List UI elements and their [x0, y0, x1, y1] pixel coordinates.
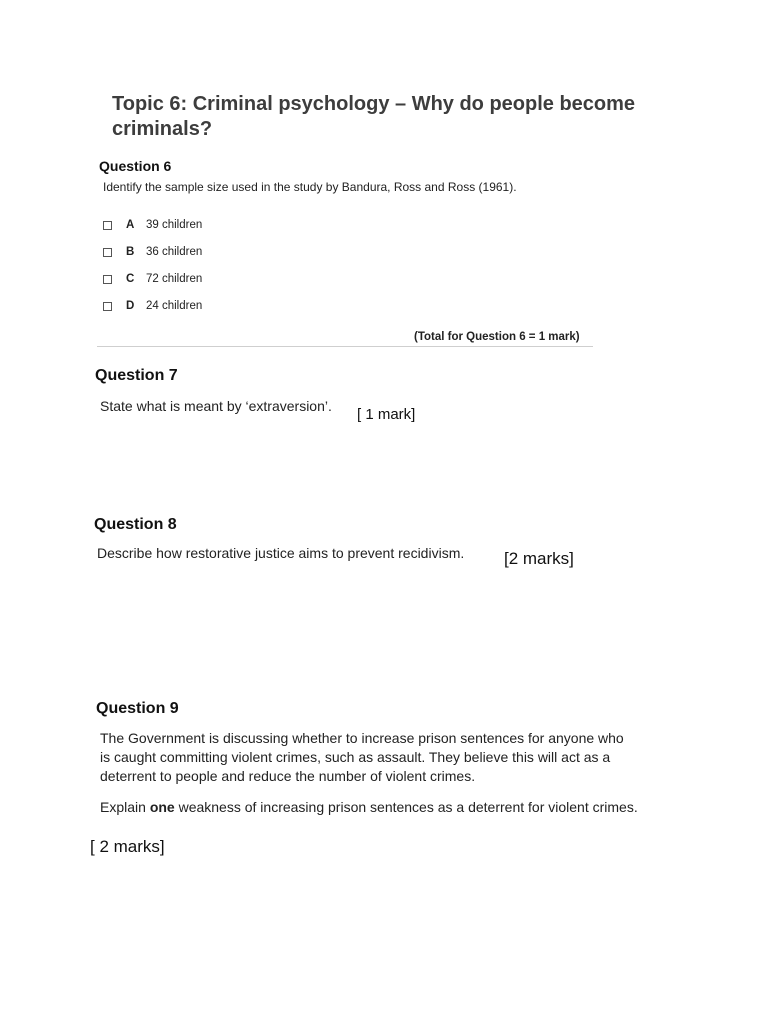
- checkbox-c[interactable]: [103, 275, 112, 284]
- option-c[interactable]: [103, 273, 202, 285]
- option-b-text: 36 children: [146, 246, 203, 258]
- option-a-text: 39 children: [146, 219, 203, 231]
- option-c-text: 72 children: [146, 273, 203, 285]
- option-a-letter: A: [126, 219, 135, 231]
- topic-title-line2: criminals?: [112, 118, 213, 140]
- question-9-scenario: [100, 729, 690, 786]
- question-7-marks: [ 1 mark]: [357, 406, 416, 423]
- question-6-prompt: Identify the sample size used in the study by Bandura, Ross and Ross (1961).: [103, 180, 517, 194]
- checkbox-b[interactable]: [103, 248, 112, 257]
- question-9-heading: Question 9: [96, 700, 179, 717]
- question-8-prompt: Describe how restorative justice aims to prevent recidivism.: [97, 545, 465, 561]
- topic-title-line1: Topic 6: Criminal psychology – Why do people become: [112, 93, 636, 115]
- checkbox-a[interactable]: [103, 221, 112, 230]
- question-9-scenario-line1: The Government is discussing whether to increase prison sentences for anyone who: [100, 730, 624, 746]
- checkbox-d[interactable]: [103, 302, 112, 311]
- question-9-task-emphasis: one: [149, 799, 175, 815]
- question-7-heading: Question 7: [95, 367, 178, 384]
- question-7-prompt: State what is meant by ‘extraversion’.: [100, 398, 332, 414]
- question-9-scenario-line3: deterrent to people and reduce the number of violent crimes.: [100, 768, 476, 784]
- question-8-marks: [2 marks]: [504, 549, 574, 568]
- question-9-scenario-line2: is caught committing violent crimes, such as assault. They believe this will act as a: [100, 749, 611, 765]
- question-6-total: (Total for Question 6 = 1 mark): [414, 331, 580, 343]
- option-d[interactable]: [103, 300, 202, 312]
- divider: [97, 346, 593, 347]
- option-c-letter: C: [126, 273, 135, 285]
- question-9-marks: [ 2 marks]: [90, 837, 165, 856]
- question-9-task: [100, 799, 638, 815]
- option-d-letter: D: [126, 300, 135, 312]
- option-d-text: 24 children: [146, 300, 203, 312]
- option-b[interactable]: [103, 246, 202, 258]
- option-b-letter: B: [126, 246, 135, 258]
- question-6-heading: Question 6: [99, 158, 172, 174]
- topic-title: [112, 92, 712, 142]
- question-9-task-suffix: weakness of increasing prison sentences as a deterrent for violent crimes.: [174, 799, 638, 815]
- option-a[interactable]: [103, 219, 202, 231]
- question-9-task-prefix: Explain: [100, 799, 150, 815]
- question-8-heading: Question 8: [94, 516, 177, 533]
